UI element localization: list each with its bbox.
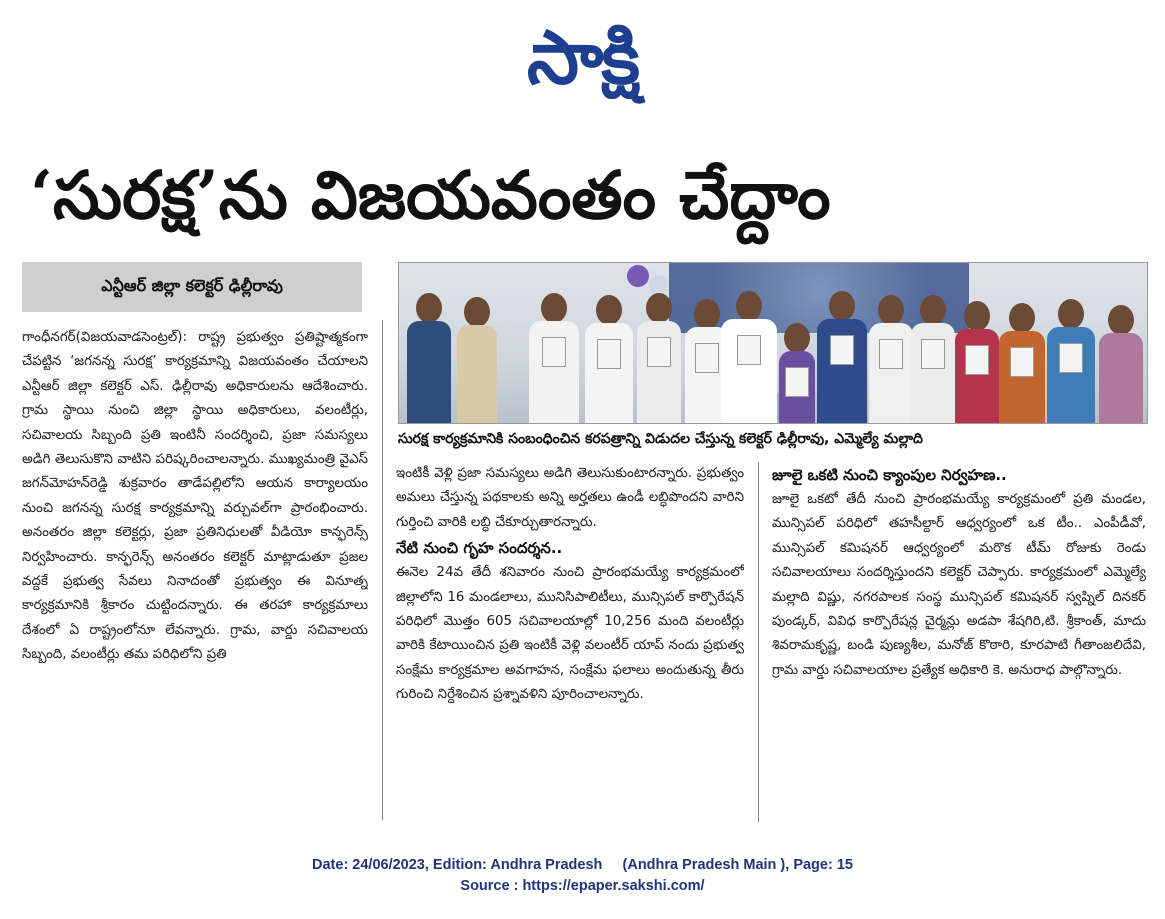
person-figure	[457, 297, 497, 423]
person-figure	[999, 303, 1045, 423]
sakshi-logo: సాక్షి	[527, 15, 638, 101]
person-figure	[1099, 305, 1143, 423]
headline: ‘సురక్ష’ను విజయవంతం చేద్దాం	[30, 156, 831, 234]
column-2-text-2: ఈనెల 24వ తేదీ శనివారం నుంచి ప్రారంభమయ్యే కార్యక్రమంలో జిల్లాలోని 16 మండలాలు, మునిసిపాలిటీలు, మున్సిపల్ కార్పొరేషన్ పరిధిలో మొత్తం 605 సచివాలయాల్లో 10,256 మంది వలంటీర్లు వారికి కేటాయించిన ప్రతి ఇంటికీ వెళ్లి వలంటీర్ యాప్ నందు ప్రభుత్వ సంక్షేమ కార్యక్రమాల అవగాహన, సంక్షేమ ఫలాలు అందుతున్న తీరు గురించి నిర్దేశించిన ప్రశ్నావళిని పూరించాలన్నారు.	[396, 565, 744, 703]
balloon-icon	[627, 265, 649, 287]
person-figure	[869, 295, 913, 423]
article-column-1	[22, 326, 368, 824]
person-figure	[407, 293, 451, 423]
article-column-3	[772, 462, 1146, 824]
column-3-subheading: జూలై ఒకటి నుంచి క్యాంపుల నిర్వహణ..	[772, 466, 1007, 484]
footer-date-line: Date: 24/06/2023, Edition: Andhra Pradesh (Andhra Pradesh Main ), Page: 15	[312, 857, 853, 873]
balloon-icon	[649, 275, 669, 295]
byline-text: ఎన్టీఆర్ జిల్లా కలెక్టర్ ఢిల్లీరావు	[101, 275, 283, 295]
source-footer	[0, 855, 1165, 897]
person-figure	[779, 323, 815, 423]
person-figure	[955, 301, 999, 423]
article-column-2	[396, 462, 744, 824]
column-1-text: గాంధీనగర్(విజయవాడసెంట్రల్): రాష్ట్ర ప్రభుత్వం ప్రతిష్టాత్మకంగా చేపట్టిన ‘జగనన్న సురక్ష’ కార్యక్రమాన్ని విజయవంతం చేయాలని ఎన్టీఆర్ జిల్లా కలెక్టర్ ఎస్. ఢిల్లీరావు అధికారులను ఆదేశించారు. గ్రామ స్థాయి నుంచి జిల్లా స్థాయి అధికారులు, వలంటీర్లు, సచివాలయ సిబ్బంది ప్రతి ఇంటినీ సందర్శించి, ప్రజా సమస్యలు అడిగి తెలుసుకొని వాటిని పరిష్కరించాలన్నారు. ముఖ్యమంత్రి వైఎస్ జగన్‌మోహన్‌రెడ్డి శుక్రవారం తాడేపల్లిలోని ఆయన కార్యాలయం నుంచి జగనన్న సురక్ష కార్యక్రమాన్ని వర్చువల్‌గా ప్రారంభించారు. అనంతరం జిల్లా కలెక్టర్లు, ప్రజా ప్రతినిధులతో వీడియో కాన్ఫరెన్స్ నిర్వహించారు. కాన్ఫరెన్స్ అనంతరం కలెక్టర్ మాట్లాడుతూ ప్రజల వద్దకే ప్రభుత్వ సేవలు నినాదంతో ప్రభుత్వం ఈ వినూత్న కార్యక్రమానికి శ్రీకారం చుట్టిందన్నారు. ఈ తరహా కార్యక్రమాలు దేశంలో ఏ రాష్ట్రంలోనూ లేవన్నారు. గ్రామ, వార్డు సచివాలయ సిబ్బంది, వలంటీర్లు తమ పరిధిలోని ప్రతి	[22, 330, 368, 663]
article-photo	[398, 262, 1148, 424]
column-3-text: జూలై ఒకటో తేదీ నుంచి ప్రారంభమయ్యే కార్యక్రమంలో ప్రతి మండల, మున్సిపల్ పరిధిలో తహసీల్దార్ ఆధ్వర్యంలో ఒక టీం.. ఎంపీడీవో, మున్సిపల్ కమిషనర్ ఆధ్వర్యంలో మరొక టీమ్ రోజుకు రెండు సచివాలయాలు సందర్శిస్తుందని కలెక్టర్ చెప్పారు. కార్యక్రమంలో ఎమ్మెల్యే మల్లాది విష్ణు, నగరపాలక సంస్థ మున్సిపల్ కమిషనర్ స్వప్నిల్ దినకర్ పుండ్కర్, వివిధ కార్పొరేషన్ల చైర్మన్లు అడపా శేషగిరి,టి. శ్రీకాంత్, మాదు శివరామకృష్ణ, బండి పుణ్యశీల, మనోజ్ కొఠారి, కూరపాటి గీతాంజలిదేవి, గ్రామ వార్డు సచివాలయాల ప్రత్యేక అధికారి కె. అనురాధ పాల్గొన్నారు.	[772, 492, 1146, 678]
footer-source-line: Source : https://epaper.sakshi.com/	[460, 878, 705, 894]
column-divider	[758, 462, 759, 822]
person-figure	[1047, 299, 1095, 423]
masthead	[0, 8, 1165, 108]
person-figure	[817, 291, 867, 423]
person-figure	[721, 291, 777, 423]
person-figure	[585, 295, 633, 423]
column-2-text: ఇంటికీ వెళ్లి ప్రజా సమస్యలు అడిగి తెలుసుకుంటారన్నారు. ప్రభుత్వం అమలు చేస్తున్న పథకాలకు అన్ని అర్హతలు ఉండీ లబ్ధిపొందని వారిని గుర్తించి వారికి లబ్ధి చేకూర్చుతారన్నారు.	[396, 466, 744, 530]
person-figure	[529, 293, 579, 423]
column-divider	[382, 320, 383, 820]
byline-box	[22, 262, 362, 312]
photo-caption: సురక్ష కార్యక్రమానికి సంబంధించిన కరపత్రాన్ని విడుదల చేస్తున్న కలెక్టర్ ఢిల్లీరావు, ఎమ్మెల్యే మల్లాది	[398, 431, 923, 447]
person-figure	[637, 293, 681, 423]
column-2-subheading: నేటి నుంచి గృహ సందర్శన..	[396, 539, 563, 558]
person-figure	[911, 295, 955, 423]
